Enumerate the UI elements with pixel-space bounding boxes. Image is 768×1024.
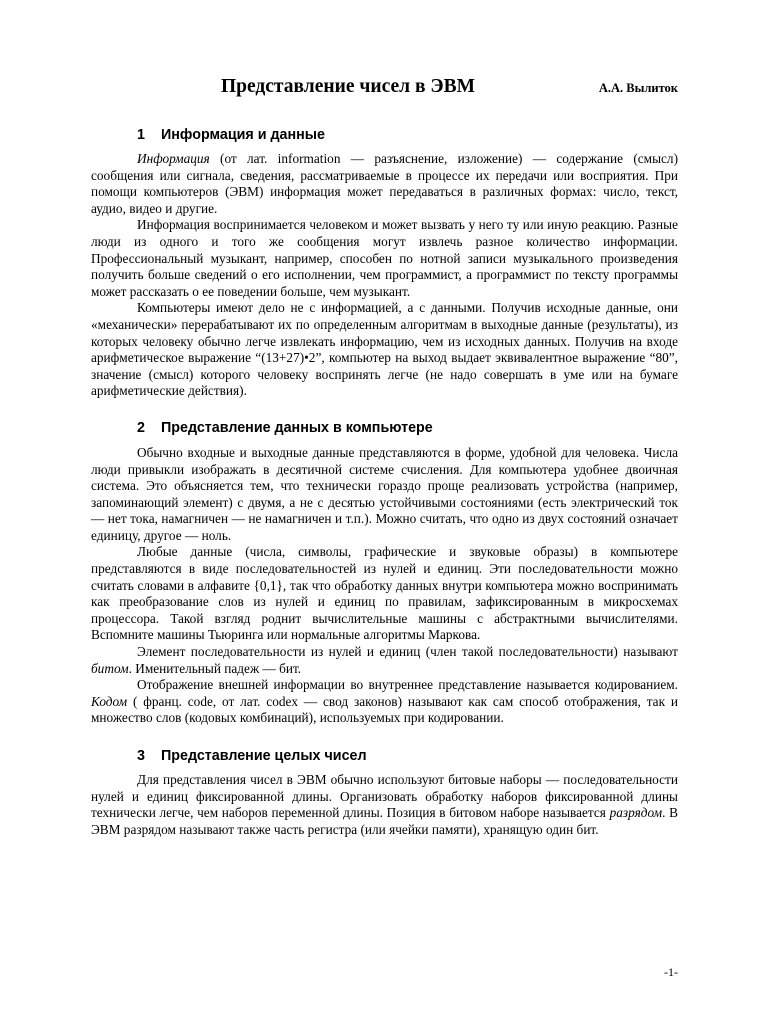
paragraph <box>91 677 678 727</box>
page-number: -1- <box>664 965 678 979</box>
paragraph: Любые данные (числа, символы, графические и звуковые образы) в компьютере представляются в виде последовательностей из нулей и единиц. Эти последовательности можно считать словами в алфавите {0,1}, так что обработку данных внутри компьютера можно воспринимать как преобразование слов из нулей и единиц по правилам, зафиксированным в микросхемах процессора. Такой взгляд роднит вычислительные машины с абстрактными вычислителями. Вспомните машины Тьюринга или нормальные алгоритмы Маркова. <box>91 544 678 643</box>
term-emphasis: Информация <box>137 151 210 166</box>
paragraph-text: . Именительный падеж — бит. <box>128 660 302 676</box>
section-title: Представление данных в компьютере <box>160 419 433 436</box>
paragraph <box>91 151 678 217</box>
paragraph-text: Элемент последовательности из нулей и единиц (член такой последовательности) называют <box>137 644 678 660</box>
section-1-heading <box>91 127 678 143</box>
term-emphasis: битом <box>91 660 129 676</box>
section-2-heading <box>91 420 678 436</box>
paragraph: Компьютеры имеют дело не с информацией, а с данными. Получив исходные данные, они «механически» перерабатывают их по определенным алгоритмам в выходные данные (результаты), из которых человеку обычно легче извлекать информацию, чем из исходных данных. Получив на входе арифметическое выражение “(13+27)•2”, компьютер на выход выдает эквивалентное выражение “80”, значение (смысл) которого человеку воспринять легче (не надо совершать в уме или на бумаге арифметические действия). <box>91 300 678 399</box>
author-name: А.А. Вылиток <box>598 81 678 95</box>
term-emphasis: Кодом <box>91 693 128 709</box>
paragraph <box>91 644 678 677</box>
section-number: 2 <box>137 419 145 436</box>
paragraph-text: Отображение внешней информации во внутреннее представление называется кодированием. <box>137 677 678 693</box>
paragraph-text: ( франц. code, от лат. codex — свод законов) называют как сам способ отображения, так и множество слов (кодовых комбинаций), используемых при кодировании. <box>91 693 678 726</box>
section-title: Информация и данные <box>160 127 325 143</box>
paragraph-text: . В ЭВМ разрядом называют также часть регистра (или ячейки памяти), хранящую один бит. <box>91 805 678 837</box>
section-3-heading <box>91 748 678 764</box>
section-number: 3 <box>137 748 145 764</box>
section-number: 1 <box>137 127 145 143</box>
paragraph: Информация воспринимается человеком и может вызвать у него ту или иную реакцию. Разные люди из одного и того же сообщения могут извлечь разное количество информации. Профессиональный музыкант, например, способен по нотной записи музыкального произведения получить больше сведений о его исполнении, чем программист, а программист по тексту программы может рассказать о ее поведении больше, чем музыкант. <box>91 217 678 299</box>
document-title: Представление чисел в ЭВМ <box>221 76 476 97</box>
paragraph-text: Для представления чисел в ЭВМ обычно используют битовые наборы — последовательности нулей и единиц фиксированной длины. Организовать обработку наборов фиксированной длины технически легче, чем наборов переменной длины. Позиция в битовом наборе называется <box>91 772 678 821</box>
paragraph: Обычно входные и выходные данные представляются в форме, удобной для человека. Числа люди привыкли изображать в десятичной системе счисления. Для компьютера удобнее двоичная система. Это объясняется тем, что технически гораздо проще реализовать устройства (например, запоминающий элемент) с двумя, а не с десятью устойчивыми состояниями (есть электрический ток — нет тока, намагничен — не намагничен и т.п.). Можно считать, что одно из двух состояний означает единицу, другое — ноль. <box>91 444 678 543</box>
term-emphasis: разрядом <box>609 805 663 821</box>
paragraph <box>91 772 678 838</box>
paragraph-text: (от лат. information — разъяснение, изложение) — содержание (смысл) сообщения или сигнала, сведения, рассматриваемые в процессе их передачи или восприятия. При помощи компьютеров (ЭВМ) информация может передаваться в различных формах: число, текст, аудио, видео и другие. <box>91 151 678 216</box>
section-title: Представление целых чисел <box>160 748 367 764</box>
document-page <box>91 76 678 838</box>
title-row <box>91 76 678 106</box>
